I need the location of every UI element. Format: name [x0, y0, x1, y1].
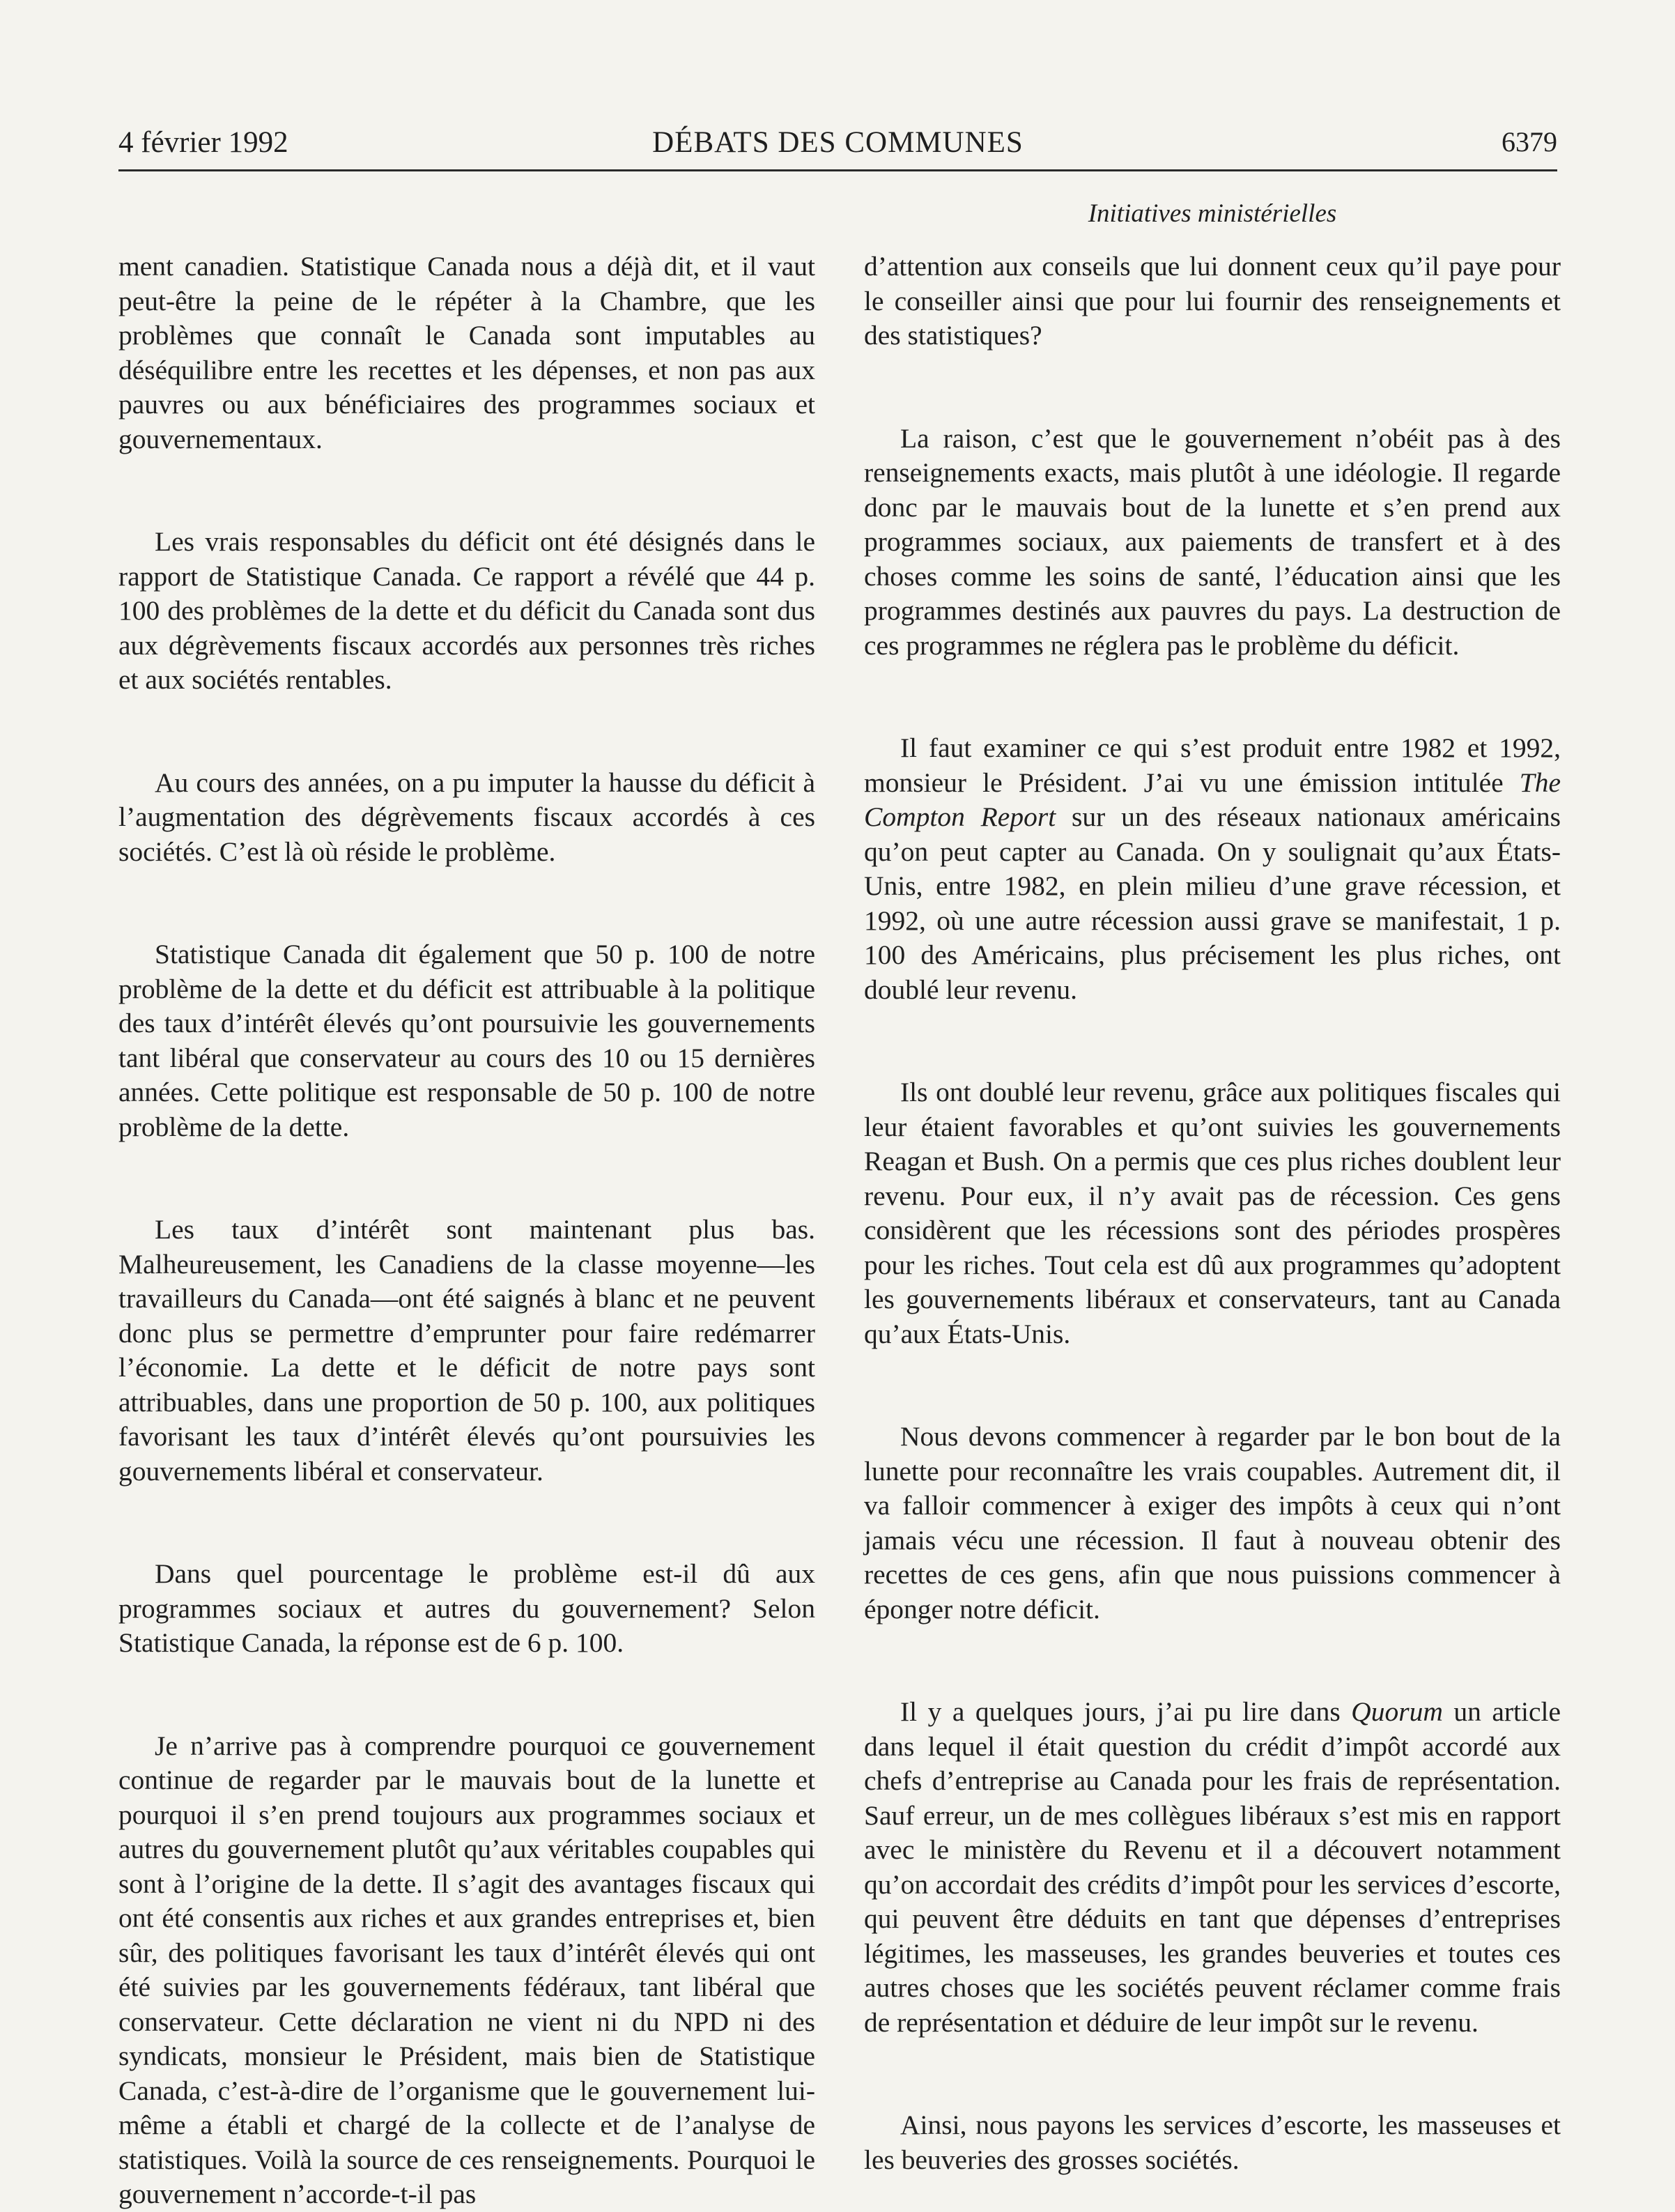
program-title: The Compton Report: [864, 767, 1561, 832]
paragraph: Dans quel pourcentage le problème est-il dû aux programmes sociaux et autres du gouvernement? Selon Statistique Canada, la réponse est de 6 p. 100.: [118, 1558, 815, 1658]
paragraph: ment canadien. Statistique Canada nous a déjà dit, et il vaut peut-être la peine de le répéter à la Chambre, que les problèmes que connaît le Canada sont imputables au déséquilibre entre les recettes et les dépenses, et non pas aux pauvres ou aux bénéficiaires des programmes sociaux et gouvernementaux.: [118, 251, 815, 454]
paragraph-text: Il y a quelques jours, j’ai pu lire dans: [900, 1696, 1352, 1727]
header-title: DÉBATS DES COMMUNES: [652, 126, 1024, 159]
page-number: 6379: [1502, 126, 1557, 158]
header-rule: [118, 169, 1557, 171]
paragraph: [864, 731, 1561, 1007]
paragraph: La raison, c’est que le gouvernement n’obéit pas à des renseignements exacts, mais plutôt à une idéologie. Il regarde donc par le mauvais bout de la lunette et s’en prend aux programmes sociaux, aux paiements de transfert et à des choses comme les soins de santé, l’éducation ainsi que les programmes destinés aux pauvres du pays. La destruction de ces programmes ne réglera pas le problème du déficit.: [864, 422, 1561, 661]
paragraph: Nous devons commencer à regarder par le bon bout de la lunette pour reconnaître les vrais coupables. Autrement dit, il va falloir commencer à exiger des impôts à ceux qui n’ont jamais vécu une récession. Il faut à nouveau obtenir des recettes de ces gens, afin que nous puissions commencer à éponger notre déficit.: [864, 1421, 1561, 1625]
right-column: [864, 249, 1561, 2177]
paragraph: Ils ont doublé leur revenu, grâce aux politiques fiscales qui leur étaient favorables et qu’ont suivies les gouvernements Reagan et Bush. On a permis que ces plus riches doublent leur revenu. Pour eux, il n’y avait pas de récession. Ces gens considèrent que les récessions sont des périodes prospères pour les riches. Tout cela est dû aux programmes qu’adoptent les gouvernements libéraux et conservateurs, tant au Canada qu’aux États-Unis.: [864, 1077, 1561, 1349]
paragraph: Au cours des années, on a pu imputer la hausse du déficit à l’augmentation des dégrèvements fiscaux accordés à ces sociétés. C’est là où réside le problème.: [118, 767, 815, 867]
page-header: [118, 125, 1557, 167]
paragraph-text: Il faut examiner ce qui s’est produit entre 1982 et 1992, monsieur le Président. J’ai vu une émission intitulée: [864, 732, 1561, 798]
paragraph-text: un article dans lequel il était question du crédit d’impôt accordé aux chefs d’entreprise au Canada pour les frais de représentation. Sauf erreur, un de mes collègues libéraux s’est mis en rapport avec le ministère du Revenu et il a découvert notamment qu’on accordait des crédits d’impôt pour les services d’escorte, qui peuvent être déduits en tant que dépenses d’entreprises légitimes, les masseuses, les grandes beuveries et toutes ces autres choses que les sociétés peuvent réclamer comme frais de représentation et déduire de leur impôt sur le revenu.: [864, 1696, 1561, 2038]
paragraph: Je n’arrive pas à comprendre pourquoi ce gouvernement continue de regarder par le mauvais bout de la lunette et pourquoi il s’en prend toujours aux programmes sociaux et autres du gouvernement plutôt qu’aux véritables coupables qui sont à l’origine de la dette. Il s’agit des avantages fiscaux qui ont été consentis aux riches et aux grandes entreprises et, bien sûr, des politiques favorisant les taux d’intérêt élevés qui ont été suivies par les gouvernements fédéraux, tant libéral que conservateur. Cette déclaration ne vient ni du NPD ni des syndicats, monsieur le Président, mais bien de Statistique Canada, c’est-à-dire de l’organisme que le gouvernement lui-même a établi et chargé de la collecte et de l’analyse de statistiques. Voilà la source de ces renseignements. Pourquoi le gouvernement n’accorde-t-il pas: [118, 1730, 815, 2209]
paragraph: Les vrais responsables du déficit ont été désignés dans le rapport de Statistique Canada. Ce rapport a révélé que 44 p. 100 des problèmes de la dette et du déficit du Canada sont dus aux dégrèvements fiscaux accordés aux personnes très riches et aux sociétés rentables.: [118, 526, 815, 695]
publication-title: Quorum: [1351, 1696, 1443, 1727]
paragraph-text: sur un des réseaux nationaux américains qu’on peut capter au Canada. On y soulignait qu’aux États-Unis, entre 1982, en plein milieu d’une grave récession, et 1992, où une autre récession aussi grave se manifestait, 1 p. 100 des Américains, plus précisement les plus riches, ont doublé leur revenu.: [864, 801, 1561, 1005]
paragraph: Statistique Canada dit également que 50 p. 100 de notre problème de la dette et du déficit est attribuable à la politique des taux d’intérêt élevés qu’ont poursuivie les gouvernements tant libéral que conservateur au cours des 10 ou 15 dernières années. Cette politique est responsable de 50 p. 100 de notre problème de la dette.: [118, 939, 815, 1142]
left-column: [118, 249, 815, 2212]
paragraph: Les taux d’intérêt sont maintenant plus bas. Malheureusement, les Canadiens de la classe moyenne—les travailleurs du Canada—ont été saignés à blanc et ne peuvent donc plus se permettre d’emprunter pour faire redémarrer l’économie. La dette et le déficit de notre pays sont attribuables, dans une proportion de 50 p. 100, aux politiques favorisant les taux d’intérêt élevés qu’ont poursuivies les gouvernements libéral et conservateur.: [118, 1214, 815, 1487]
section-title: Initiatives ministérielles: [1088, 199, 1337, 228]
paragraph: d’attention aux conseils que lui donnent ceux qu’il paye pour le conseiller ainsi que pour lui fournir des renseignements et des statistiques?: [864, 251, 1561, 351]
paragraph: [864, 1695, 1561, 2040]
paragraph: Ainsi, nous payons les services d’escorte, les masseuses et les beuveries des grosses sociétés.: [864, 2110, 1561, 2175]
header-date: 4 février 1992: [118, 126, 288, 159]
